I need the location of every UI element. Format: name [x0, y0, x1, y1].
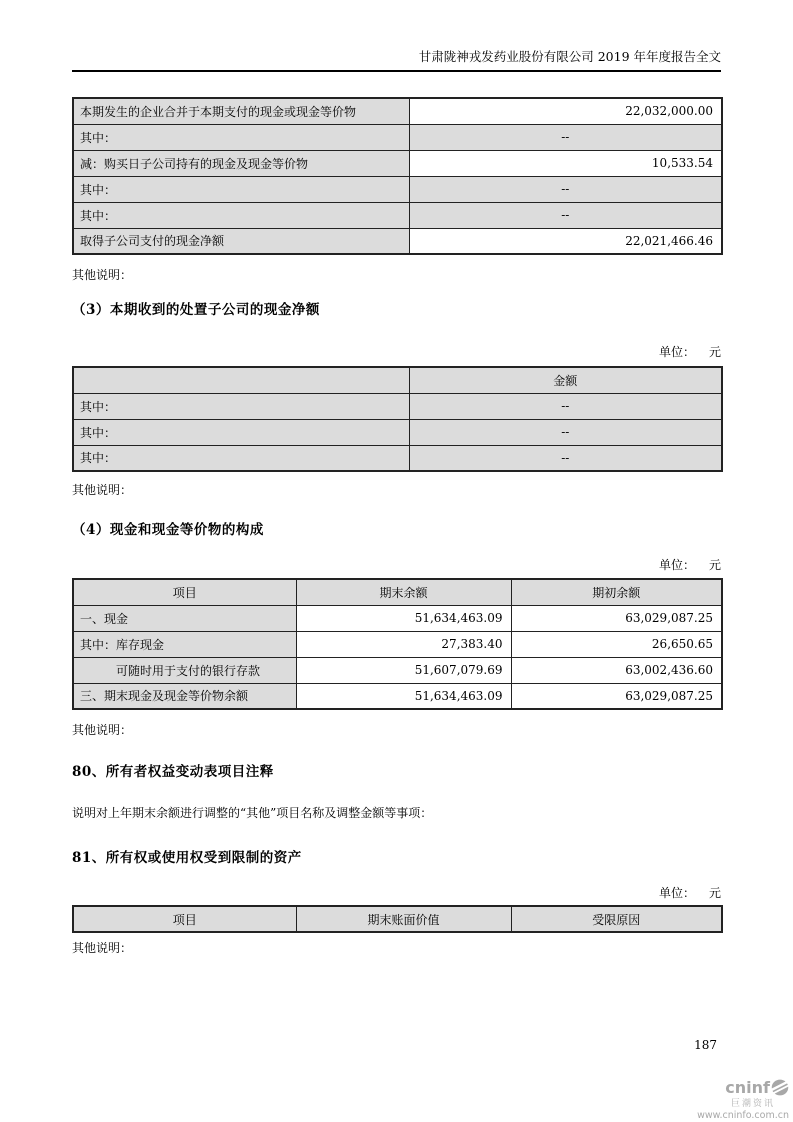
cell-label: 三、期末现金及现金等价物余额: [73, 683, 296, 709]
table-row: [73, 419, 722, 445]
other-notes-label: 其他说明：: [72, 723, 133, 737]
cell-label: 可随时用于支付的银行存款: [73, 657, 296, 683]
table-row: [73, 657, 722, 683]
section4-heading: （4）现金和现金等价物的构成: [72, 522, 264, 538]
cell-label: 其中：: [73, 419, 409, 445]
cell-value: --: [409, 202, 722, 228]
table-row: [73, 176, 722, 202]
unit-line: [72, 556, 721, 573]
cell-value: 22,021,466.46: [409, 228, 722, 254]
cell-label: 减：购买日子公司持有的现金及现金等价物: [73, 150, 409, 176]
unit-label: 单位：: [658, 345, 695, 359]
cell-beginning: 26,650.65: [511, 631, 722, 657]
unit-value: 元: [708, 558, 721, 572]
table-row: [73, 228, 722, 254]
cell-ending: 51,634,463.09: [296, 683, 511, 709]
cell-value: --: [409, 445, 722, 471]
cninfo-logo-row: [669, 1079, 789, 1096]
cell-ending: 51,607,079.69: [296, 657, 511, 683]
section80-note: 说明对上年期末余额进行调整的“其他”项目名称及调整金额等事项：: [72, 806, 433, 820]
page-number: 187: [694, 1038, 717, 1052]
table-row: [73, 683, 722, 709]
table-header-row: [73, 367, 722, 393]
cell-blank: [73, 367, 409, 393]
cell-value: --: [409, 393, 722, 419]
unit-label: 单位：: [658, 558, 695, 572]
cell-label: 其中：: [73, 393, 409, 419]
cell-beginning: 63,002,436.60: [511, 657, 722, 683]
cninfo-swoosh-icon: [771, 1079, 789, 1096]
other-notes-label: 其他说明：: [72, 483, 133, 497]
disposal-cash-table: [72, 366, 723, 472]
cell-label: 其中：: [73, 124, 409, 150]
cell-value: --: [409, 176, 722, 202]
cell-label: 其中：: [73, 176, 409, 202]
cninfo-logo-text: cninf: [725, 1078, 770, 1097]
cell-label: 一、现金: [73, 605, 296, 631]
other-notes-label: 其他说明：: [72, 941, 133, 955]
table-row: [73, 445, 722, 471]
column-header-item: 项目: [73, 579, 296, 605]
cninfo-logo: [669, 1079, 789, 1121]
cninfo-logo-url: www.cninfo.com.cn: [697, 1110, 789, 1121]
column-header-item: 项目: [73, 906, 296, 932]
column-header-ending: 期末余额: [296, 579, 511, 605]
section80-heading: 80、所有者权益变动表项目注释: [72, 764, 274, 780]
section81-heading: 81、所有权或使用权受到限制的资产: [72, 850, 302, 866]
table-header-row: [73, 906, 722, 932]
cninfo-logo-chinese: 巨潮资讯: [730, 1099, 775, 1109]
table-row: [73, 393, 722, 419]
table-header-row: [73, 579, 722, 605]
cell-value: --: [409, 124, 722, 150]
table-row: [73, 631, 722, 657]
cash-composition-table: [72, 578, 723, 710]
cell-label: 其中：: [73, 202, 409, 228]
cell-label: 其中：: [73, 445, 409, 471]
unit-label: 单位：: [658, 886, 695, 900]
amount-header-cell: 金额: [409, 367, 722, 393]
cell-beginning: 63,029,087.25: [511, 605, 722, 631]
merger-cash-table: [72, 97, 723, 255]
cell-label: 取得子公司支付的现金净额: [73, 228, 409, 254]
table-row: [73, 202, 722, 228]
cell-label: 本期发生的企业合并于本期支付的现金或现金等价物: [73, 98, 409, 124]
table-row: [73, 605, 722, 631]
column-header-book-value: 期末账面价值: [296, 906, 511, 932]
cell-ending: 27,383.40: [296, 631, 511, 657]
unit-value: 元: [708, 345, 721, 359]
table-row: [73, 150, 722, 176]
column-header-reason: 受限原因: [511, 906, 722, 932]
column-header-beginning: 期初余额: [511, 579, 722, 605]
unit-line: [72, 884, 721, 901]
table-row: [73, 98, 722, 124]
restricted-assets-table: [72, 905, 723, 933]
section3-heading: （3）本期收到的处置子公司的现金净额: [72, 302, 320, 318]
page-header-title: 甘肃陇神戎发药业股份有限公司 2019 年年度报告全文: [72, 48, 721, 72]
table-row: [73, 124, 722, 150]
cell-ending: 51,634,463.09: [296, 605, 511, 631]
unit-line: [72, 343, 721, 360]
other-notes-label: 其他说明：: [72, 268, 133, 282]
unit-value: 元: [708, 886, 721, 900]
cell-label: 其中：库存现金: [73, 631, 296, 657]
cell-value: 10,533.54: [409, 150, 722, 176]
cell-beginning: 63,029,087.25: [511, 683, 722, 709]
cell-value: --: [409, 419, 722, 445]
cell-value: 22,032,000.00: [409, 98, 722, 124]
